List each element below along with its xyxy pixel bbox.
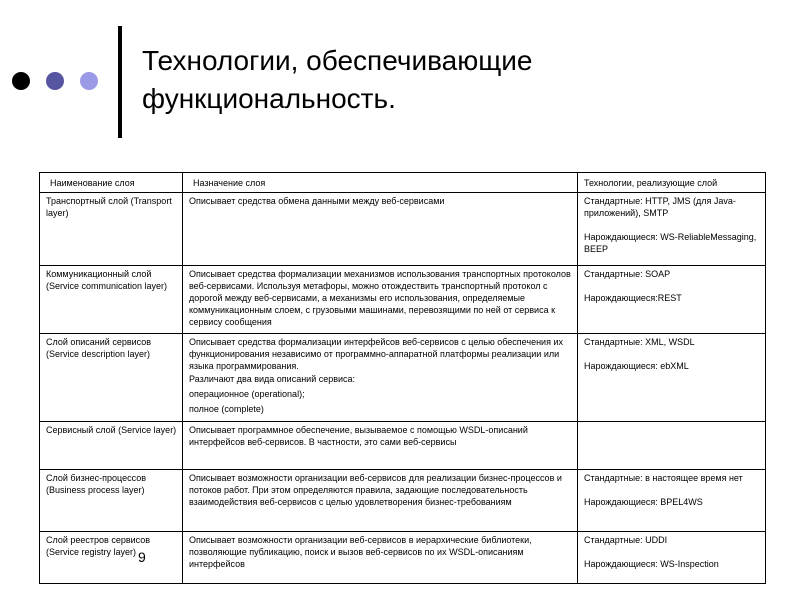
cell-purpose: Описывает возможности организации веб-сервисов для реализации бизнес-процессов и потоков работ. При этом определяются правила, задающие последовательность взаимодействия веб-сервисов с целью удовлетворения бизнес-требованиям	[183, 470, 578, 532]
tech-standard: Стандартные: UDDI	[584, 535, 668, 545]
table-row	[40, 470, 766, 532]
table-row	[40, 334, 766, 422]
cell-technologies	[578, 193, 766, 266]
tech-emerging: Нарождающиеся: BPEL4WS	[584, 497, 703, 507]
cell-layer: Транспортный слой (Transport layer)	[40, 193, 183, 266]
purpose-extra-3: полное (complete)	[189, 404, 264, 414]
table-header-row	[40, 173, 766, 193]
purpose-extra-2: операционное (operational);	[189, 389, 305, 399]
cell-purpose: Описывает средства обмена данными между веб-сервисами	[183, 193, 578, 266]
layers-table	[39, 172, 766, 584]
cell-technologies	[578, 422, 766, 470]
bullet-dot-purple	[46, 72, 64, 90]
tech-emerging: Нарождающиеся: ebXML	[584, 361, 689, 371]
purpose-text: Описывает средства формализации интерфейсов веб-сервисов с целью обеспечения их функционирования независимо от программно-аппаратной платформы реализации или языка программирования.	[189, 337, 563, 371]
cell-technologies	[578, 532, 766, 584]
table-row	[40, 532, 766, 584]
header-layer-technologies: Технологии, реализующие слой	[578, 173, 766, 193]
header-layer-purpose: Назначение слоя	[183, 173, 578, 193]
title-divider	[118, 26, 122, 138]
cell-layer: Слой описаний сервисов (Service description layer)	[40, 334, 183, 422]
cell-purpose	[183, 334, 578, 422]
cell-layer: Слой реестров сервисов (Service registry layer)	[40, 532, 183, 584]
page-number: 9	[138, 549, 146, 565]
tech-emerging: Нарождающиеся: WS-Inspection	[584, 559, 719, 569]
table-row	[40, 193, 766, 266]
cell-technologies	[578, 470, 766, 532]
bullet-dot-black	[12, 72, 30, 90]
tech-standard: Стандартные: HTTP, JMS (для Java-приложений), SMTP	[584, 196, 736, 218]
slide-title	[142, 42, 762, 118]
bullet-dot-lavender	[80, 72, 98, 90]
cell-purpose: Описывает программное обеспечение, вызываемое с помощью WSDL-описаний интерфейсов веб-сервисов. В частности, это сами веб-сервисы	[183, 422, 578, 470]
tech-standard: Стандартные: XML, WSDL	[584, 337, 695, 347]
slide-title-line2: функциональность.	[142, 83, 396, 114]
cell-purpose: Описывает средства формализации механизмов использования транспортных протоколов веб-сервисами. Используя метафоры, можно отождествить транспортный протокол с дорогой между веб-сервисами, а механизмы его использования, определяемые коммуникационным слоем, с грузовыми машинами, перевозящими по ней от сервиса к сервису сообщения	[183, 266, 578, 334]
tech-standard: Стандартные: в настоящее время нет	[584, 473, 743, 483]
cell-layer: Слой бизнес-процессов (Business process layer)	[40, 470, 183, 532]
tech-standard: Стандартные: SOAP	[584, 269, 671, 279]
slide-title-line1: Технологии, обеспечивающие	[142, 45, 533, 76]
table-row	[40, 266, 766, 334]
cell-purpose: Описывает возможности организации веб-сервисов в иерархические библиотеки, позволяющие публикацию, поиск и вызов веб-сервисов по их WSDL-описаниям интерфейсов	[183, 532, 578, 584]
cell-layer: Сервисный слой (Service layer)	[40, 422, 183, 470]
cell-layer: Коммуникационный слой (Service communication layer)	[40, 266, 183, 334]
cell-technologies	[578, 334, 766, 422]
cell-technologies	[578, 266, 766, 334]
tech-emerging: Нарождающиеся:REST	[584, 293, 682, 303]
purpose-extra-1: Различают два вида описаний сервиса:	[189, 374, 356, 384]
header-layer-name: Наименование слоя	[40, 173, 183, 193]
tech-emerging: Нарождающиеся: WS-ReliableMessaging, BEEP	[584, 232, 757, 254]
table-row	[40, 422, 766, 470]
